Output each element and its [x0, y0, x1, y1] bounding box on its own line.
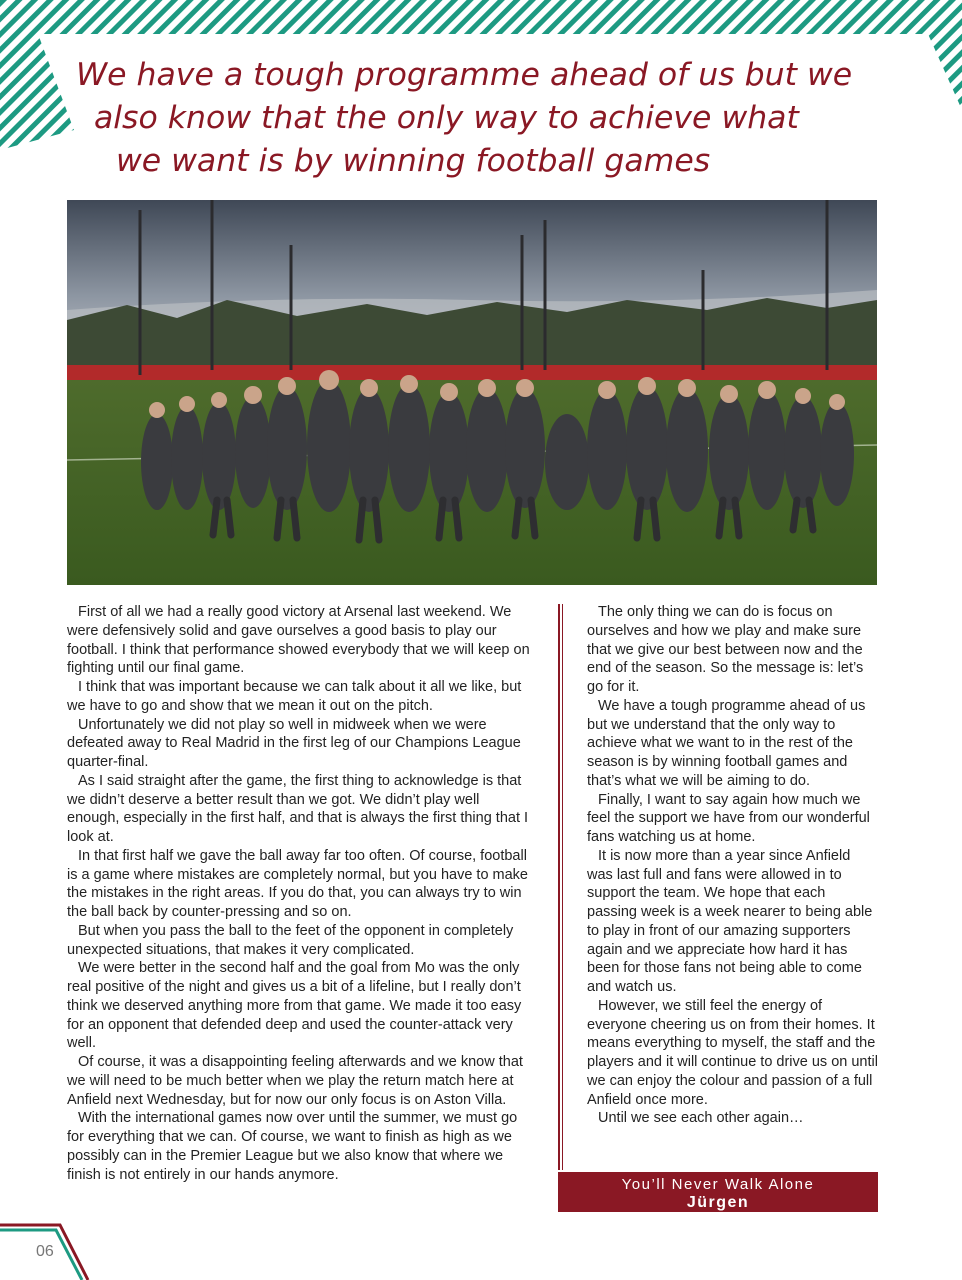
article-paragraph: First of all we had a really good victory at Arsenal last weekend. We were defensively solid and gave ourselves a good basis to play our football. I think that performance showed everybody that we will keep on fighting until our final game.: [67, 604, 530, 677]
article-paragraph: Finally, I want to say again how much we feel the support we have from our wonderful fans watching us at home.: [587, 791, 870, 845]
article-paragraph: I think that was important because we can talk about it all we like, but we have to go and show that we mean it out on the pitch.: [67, 679, 522, 714]
article-paragraph: With the international games now over until the summer, we must go for everything that we can. Of course, we want to finish as high as we possibly can in the Premier League but we also know that where we finish is not entirely in our hands anymore.: [67, 1110, 518, 1183]
article-paragraph: Unfortunately we did not play so well in midweek when we were defeated away to Real Madrid in the first leg of our Champions League quarter-final.: [67, 716, 521, 770]
article-paragraph: In that first half we gave the ball away far too often. Of course, football is a game where mistakes are completely normal, but you have to make the mistakes in the right areas. If you do that, you can always try to win the ball back by counter-pressing and so on.: [67, 847, 528, 920]
article-paragraph: However, we still feel the energy of everyone cheering us on from their homes. It means everything to myself, the staff and the players and it will continue to drive us on until we can enjoy the colour and passion of a full Anfield once more.: [587, 997, 878, 1108]
article-paragraph: Of course, it was a disappointing feeling afterwards and we know that we will need to be much better when we play the return match here at Anfield next Wednesday, but for now our only focus is on Aston Villa.: [67, 1054, 523, 1108]
signoff-box: [558, 1172, 878, 1212]
pull-quote-line: we want is by winning football games: [116, 143, 711, 179]
article-paragraph: Until we see each other again…: [598, 1110, 804, 1127]
signoff-motto: You’ll Never Walk Alone: [621, 1176, 815, 1193]
pull-quote: [70, 54, 870, 183]
article-paragraph: As I said straight after the game, the first thing to acknowledge is that we didn’t deserve a better result than we got. We didn’t play well enough, especially in the first half, and that is always the first thing that I look at.: [67, 772, 529, 845]
article-column-left: [67, 603, 535, 1184]
article-paragraph: The only thing we can do is focus on ourselves and how we play and make sure that we give our best between now and the end of the season. So the message is: let’s go for it.: [587, 604, 864, 695]
signoff-name: Jürgen: [686, 1194, 750, 1211]
training-group-huddle-photo: [67, 200, 877, 585]
column-divider: [558, 604, 566, 1170]
article-paragraph: We have a tough programme ahead of us but we understand that the only way to achieve what we want to in the rest of the season is by winning football games and that’s what we will be aiming to do.: [587, 697, 866, 789]
pull-quote-line: also know that the only way to achieve what: [94, 100, 799, 136]
pull-quote-line: We have a tough programme ahead of us but we: [76, 57, 853, 93]
page-number: 06: [36, 1243, 54, 1260]
article-paragraph: We were better in the second half and the goal from Mo was the only real positive of the night and gives us a bit of a lifeline, but I really don’t think we deserved anything more from that game. We made it too easy for an opponent that defended deep and used the counter-attack very well.: [67, 960, 522, 1052]
article-column-right: [587, 603, 879, 1128]
article-paragraph: It is now more than a year since Anfield was last full and fans were allowed in to support the team. We hope that each passing week is a week nearer to being able to play in front of our amazing supporters again and we appreciate how hard it has been for those fans not being able to come and watch us.: [587, 847, 873, 995]
article-paragraph: But when you pass the ball to the feet of the opponent in completely unexpected situations, that makes it very complicated.: [67, 922, 514, 958]
